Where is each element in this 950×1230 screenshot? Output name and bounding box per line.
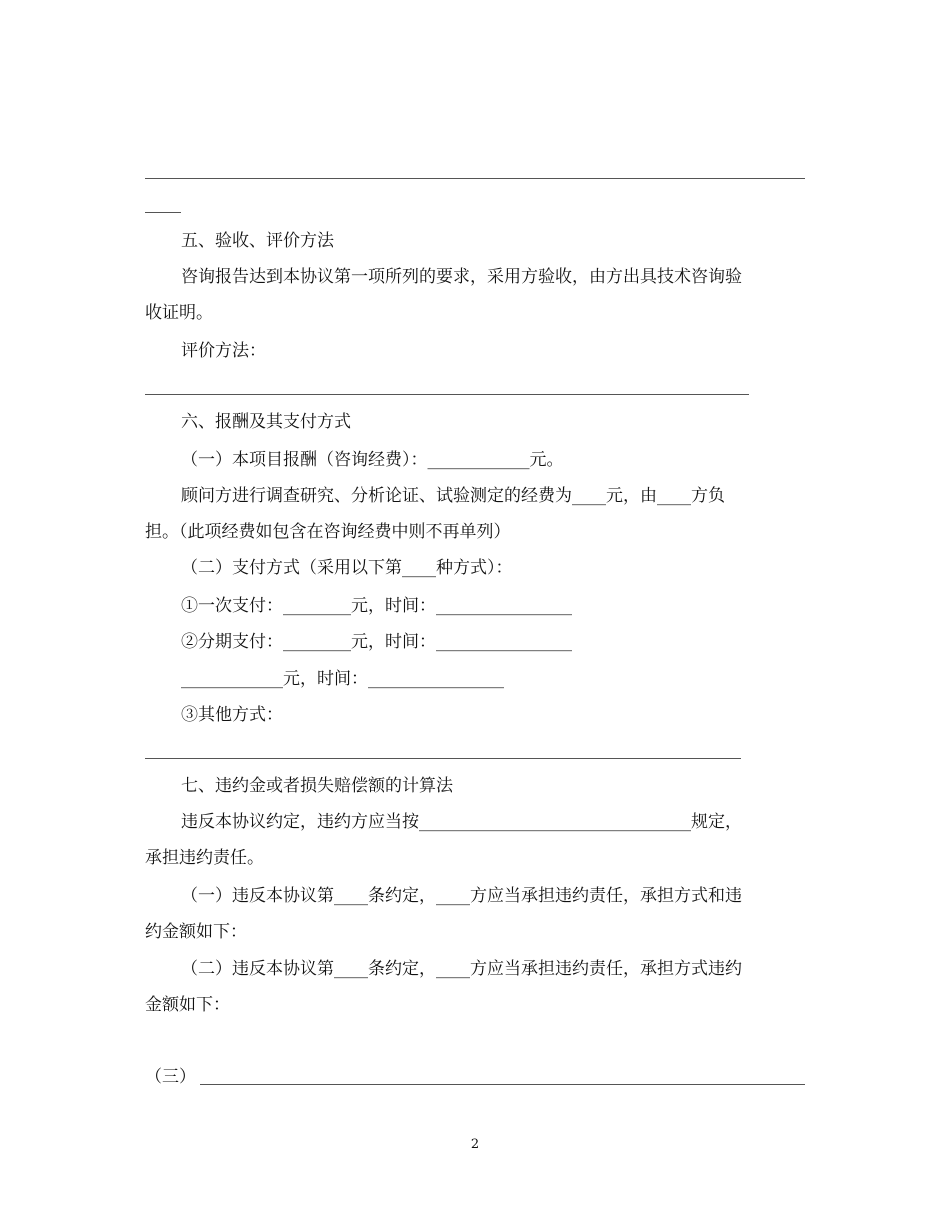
evaluation-method-label: 评价方法：	[181, 341, 266, 361]
section-7-item-2-line2: 金额如下：	[145, 995, 230, 1015]
payment-option-1: ①一次支付：________元，时间：________________	[181, 596, 572, 616]
section-7-item-1-line1: （一）违反本协议第____条约定，____方应当承担违约责任，承担方式和违	[181, 886, 742, 906]
section-6-item-2: （二）支付方式（采用以下第____种方式）：	[181, 558, 513, 578]
section-7-title: 七、违约金或者损失赔偿额的计算法	[181, 776, 453, 796]
section-5-title: 五、验收、评价方法	[181, 231, 334, 251]
section-6-cost-line1: 顾问方进行调查研究、分析论证、试验测定的经费为____元，由____方负	[181, 486, 725, 506]
payment-option-3: ③其他方式：	[181, 705, 283, 725]
section-7-paragraph-line2: 承担违约责任。	[145, 848, 264, 868]
section-7-item-3-blank	[200, 1084, 805, 1085]
blank-rule-top	[145, 178, 805, 179]
evaluation-method-blank	[145, 394, 749, 395]
section-5-paragraph-line2: 收证明。	[145, 303, 213, 323]
payment-option-2: ②分期支付：________元，时间：________________	[181, 632, 572, 652]
section-6-title: 六、报酬及其支付方式	[181, 412, 351, 432]
section-7-item-2-line1: （二）违反本协议第____条约定，____方应当承担违约责任，承担方式违约	[181, 959, 742, 979]
blank-rule-top-tail	[145, 212, 181, 213]
section-6-item-1: （一）本项目报酬（咨询经费）：____________元。	[181, 450, 564, 470]
section-7-item-1-line2: 约金额如下：	[145, 922, 247, 942]
section-5-paragraph-line1: 咨询报告达到本协议第一项所列的要求，采用方验收，由方出具技术咨询验	[181, 267, 742, 287]
page-number: 2	[470, 1137, 480, 1152]
section-7-item-3-label: （三）	[145, 1067, 196, 1087]
payment-option-2-continued: ____________元，时间：________________	[181, 669, 504, 689]
other-payment-blank	[145, 758, 741, 759]
section-7-paragraph-line1: 违反本协议约定，违约方应当按________________________________规定，	[181, 812, 742, 832]
section-6-cost-line2: 担。（此项经费如包含在咨询经费中则不再单列）	[145, 522, 511, 542]
